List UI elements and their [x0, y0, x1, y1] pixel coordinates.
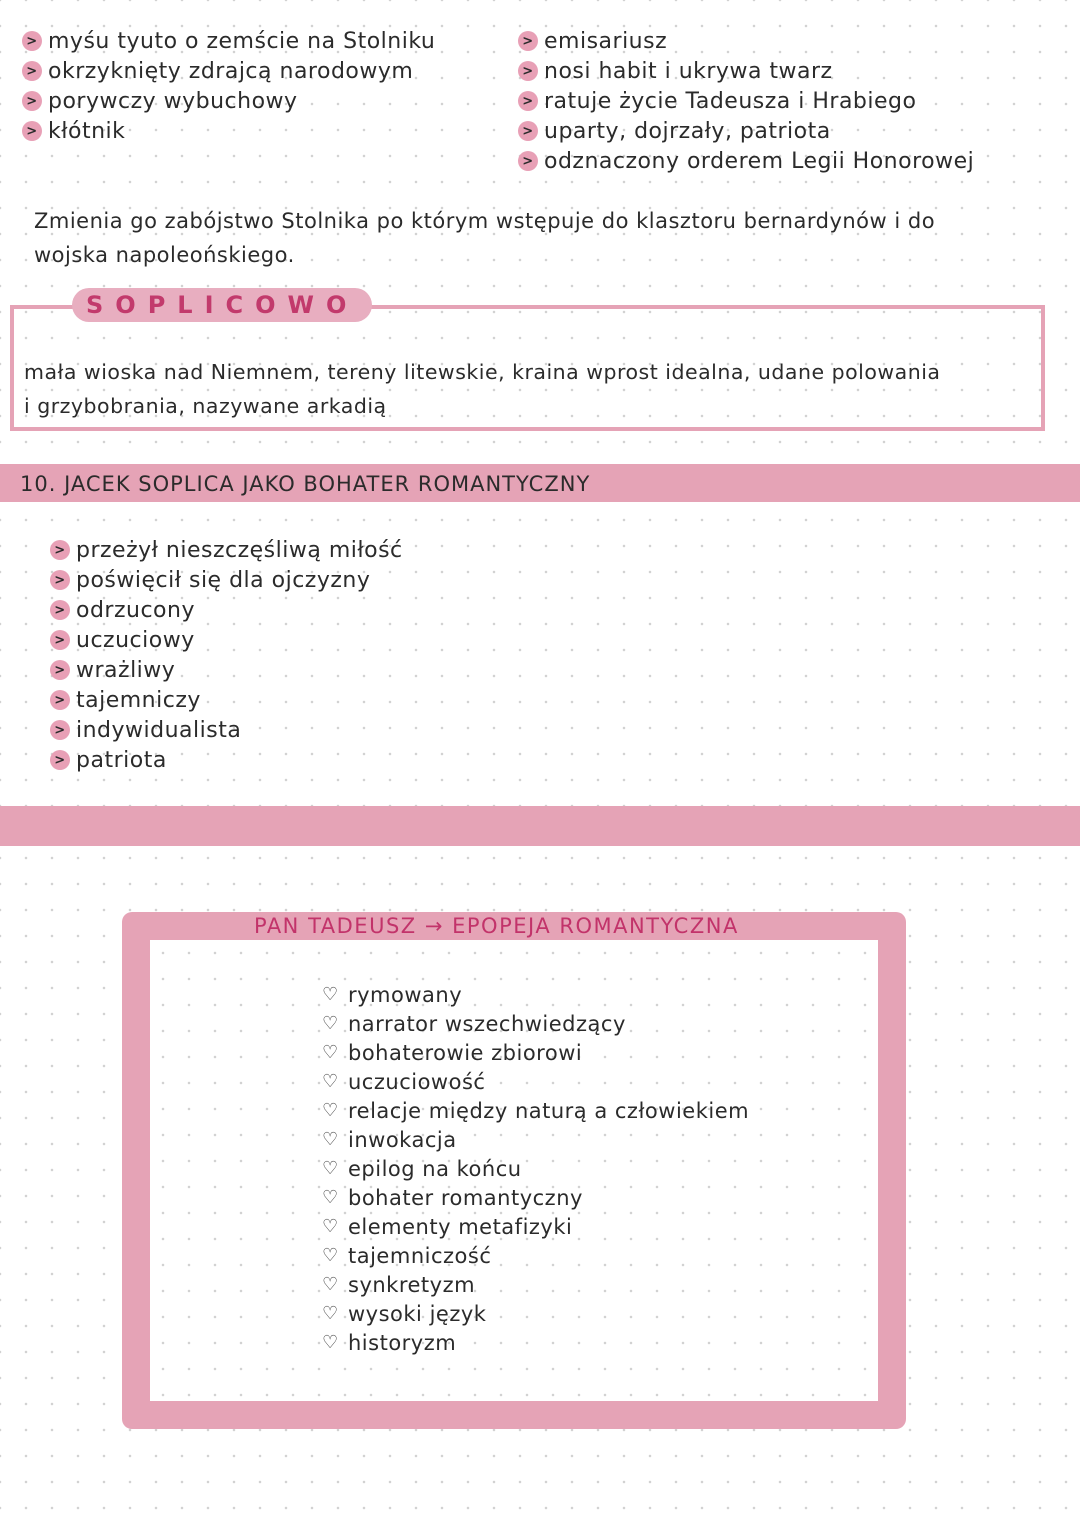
list-item: > kłótnik	[22, 116, 435, 146]
arrow-right-icon: >	[518, 61, 538, 81]
list-item: ♡ elementy metafizyki	[322, 1214, 573, 1239]
paragraph-line: mała wioska nad Niemnem, tereny litewskie, kraina wprost idealna, udane polowania	[24, 360, 941, 384]
list-item: ♡ uczuciowość	[322, 1069, 486, 1094]
top-right-list	[518, 26, 974, 176]
list-item: ♡ narrator wszechwiedzący	[322, 1011, 626, 1036]
list-item: > myśu tyuto o zemście na Stolniku	[22, 26, 435, 56]
soplicowo-title: SOPLICOWO	[72, 288, 372, 322]
separator-band	[0, 806, 1080, 846]
list-item: > przeżył nieszczęśliwą miłość	[50, 535, 403, 565]
list-item: > tajemniczy	[50, 685, 403, 715]
list-item: > indywidualista	[50, 715, 403, 745]
list-item: > emisariusz	[518, 26, 974, 56]
heart-icon: ♡	[322, 1303, 339, 1324]
arrow-right-icon: >	[50, 630, 70, 650]
list-item: ♡ historyzm	[322, 1330, 457, 1355]
arrow-right-icon: >	[22, 121, 42, 141]
arrow-right-icon: >	[50, 690, 70, 710]
heart-icon: ♡	[322, 1216, 339, 1237]
heart-icon: ♡	[322, 1158, 339, 1179]
list-item: > wrażliwy	[50, 655, 403, 685]
arrow-right-icon: >	[50, 750, 70, 770]
heart-icon: ♡	[322, 1274, 339, 1295]
list-item: > ratuje życie Tadeusza i Hrabiego	[518, 86, 974, 116]
list-item: > poświęcił się dla ojczyzny	[50, 565, 403, 595]
list-item: > uparty, dojrzały, patriota	[518, 116, 974, 146]
arrow-right-icon: >	[22, 91, 42, 111]
arrow-right-icon: >	[518, 121, 538, 141]
section-10-list	[50, 535, 403, 775]
list-item: > odrzucony	[50, 595, 403, 625]
heart-icon: ♡	[322, 1129, 339, 1150]
list-item: ♡ epilog na końcu	[322, 1156, 522, 1181]
list-item: ♡ tajemniczość	[322, 1243, 492, 1268]
heart-icon: ♡	[322, 1100, 339, 1121]
heart-icon: ♡	[322, 1187, 339, 1208]
arrow-right-icon: >	[50, 570, 70, 590]
list-item: ♡ synkretyzm	[322, 1272, 476, 1297]
list-item: > okrzyknięty zdrajcą narodowym	[22, 56, 435, 86]
arrow-right-icon: >	[518, 91, 538, 111]
paragraph-line: Zmienia go zabójstwo Stolnika po którym wstępuje do klasztoru bernardynów i do	[34, 209, 936, 233]
soplicowo-text	[24, 355, 941, 423]
arrow-right-icon: >	[518, 31, 538, 51]
list-item: > odznaczony orderem Legii Honorowej	[518, 146, 974, 176]
list-item: > patriota	[50, 745, 403, 775]
epopeja-title: PAN TADEUSZ → EPOPEJA ROMANTYCZNA	[254, 914, 739, 938]
list-item: ♡ bohater romantyczny	[322, 1185, 583, 1210]
heart-icon: ♡	[322, 1042, 339, 1063]
paragraph-line: i grzybobrania, nazywane arkadią	[24, 394, 387, 418]
heart-icon: ♡	[322, 984, 339, 1005]
arrow-right-icon: >	[22, 31, 42, 51]
list-item: ♡ inwokacja	[322, 1127, 457, 1152]
list-item: > nosi habit i ukrywa twarz	[518, 56, 974, 86]
list-item: ♡ rymowany	[322, 982, 463, 1007]
arrow-right-icon: >	[22, 61, 42, 81]
list-item: ♡ bohaterowie zbiorowi	[322, 1040, 583, 1065]
arrow-right-icon: >	[50, 660, 70, 680]
top-left-list	[22, 26, 435, 146]
list-item: > uczuciowy	[50, 625, 403, 655]
arrow-right-icon: >	[50, 720, 70, 740]
list-item: > porywczy wybuchowy	[22, 86, 435, 116]
arrow-right-icon: >	[50, 600, 70, 620]
heart-icon: ♡	[322, 1071, 339, 1092]
heart-icon: ♡	[322, 1332, 339, 1353]
list-item: ♡ relacje między naturą a człowiekiem	[322, 1098, 750, 1123]
epopeja-list	[322, 980, 749, 1357]
heart-icon: ♡	[322, 1013, 339, 1034]
arrow-right-icon: >	[518, 151, 538, 171]
section-10-title: 10. JACEK SOPLICA JAKO BOHATER ROMANTYCZNY	[20, 472, 591, 496]
change-paragraph	[34, 204, 935, 272]
paragraph-line: wojska napoleońskiego.	[34, 243, 295, 267]
heart-icon: ♡	[322, 1245, 339, 1266]
arrow-right-icon: >	[50, 540, 70, 560]
list-item: ♡ wysoki język	[322, 1301, 487, 1326]
